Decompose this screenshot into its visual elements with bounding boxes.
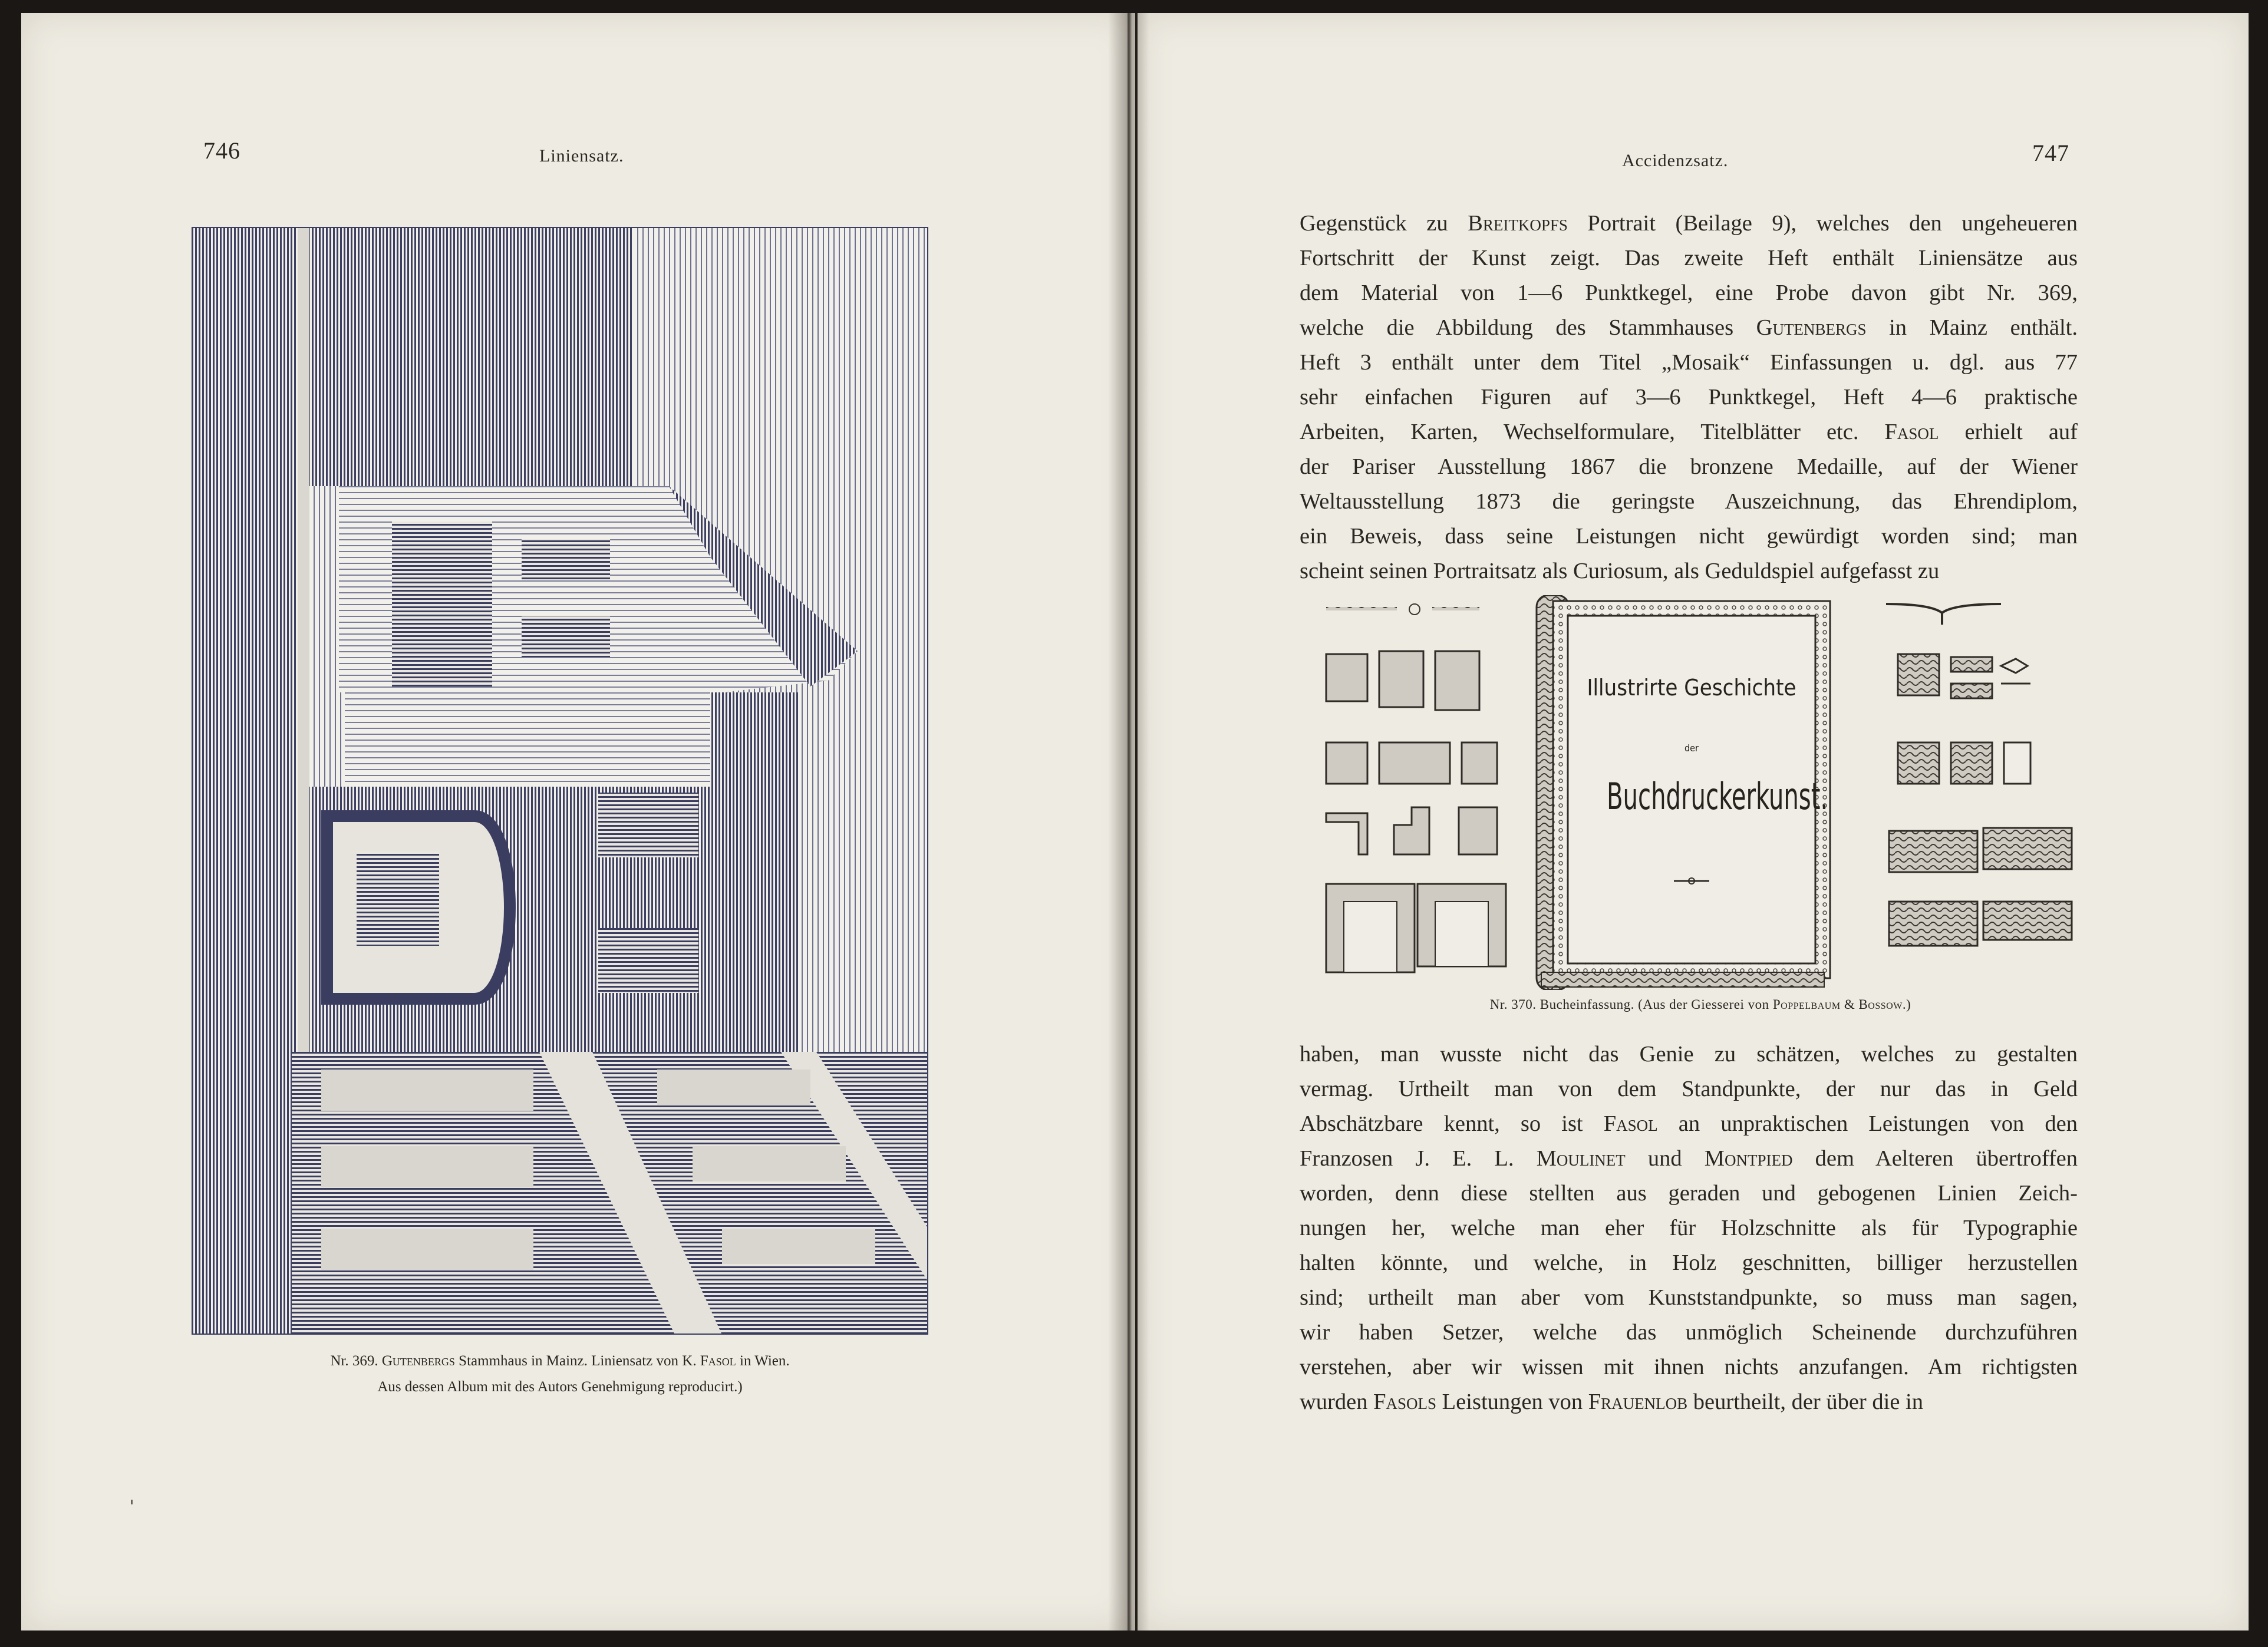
text-line <box>1300 1280 2078 1315</box>
text-run: der Pariser Ausstellung 1867 die bronzene Medaille, auf der Wiener <box>1300 454 2078 479</box>
small-caps-name: Breitkopfs <box>1468 211 1568 236</box>
paragraph-2 <box>1300 1037 2078 1420</box>
text-line <box>1300 1037 2078 1072</box>
text-line <box>1300 345 2078 380</box>
right-folio: 747 <box>2032 140 2069 166</box>
text-run: Gegenstück zu <box>1300 211 1468 236</box>
caption-name-bossow: Bossow <box>1858 997 1903 1012</box>
text-line <box>1300 554 2078 589</box>
text-run: dem Aelteren übertroffen <box>1792 1146 2078 1171</box>
text-run: worden, denn diese stellten aus geraden und gebogenen Linien Zeich- <box>1300 1181 2078 1206</box>
figure-370-caption <box>1317 997 2084 1012</box>
text-line <box>1300 519 2078 554</box>
caption-text: in Wien. <box>736 1353 790 1369</box>
text-line <box>1300 1211 2078 1246</box>
text-run: welche die Abbildung des Stammhauses <box>1300 315 1756 340</box>
text-run: Arbeiten, Karten, Wechselformulare, Titelblätter etc. <box>1300 420 1885 444</box>
text-run: wir haben Setzer, welche das unmöglich Scheinende durchzuführen <box>1300 1320 2078 1345</box>
text-run: scheint seinen Portraitsatz als Curiosum, als Geduldspiel aufgefasst zu <box>1300 559 1940 583</box>
text-line <box>1300 1246 2078 1280</box>
text-run: erhielt auf <box>1939 420 2078 444</box>
caption-text: Nr. 370. Bucheinfassung. (Aus der Giesserei von <box>1489 997 1773 1012</box>
text-line <box>1300 484 2078 519</box>
text-run: verstehen, aber wir wissen mit ihnen nichts anzufangen. Am richtigsten <box>1300 1355 2078 1379</box>
small-caps-name: Fasol <box>1884 420 1939 444</box>
paper-speck <box>131 1500 133 1504</box>
text-line <box>1300 1385 2078 1420</box>
text-line <box>1300 276 2078 311</box>
text-line <box>1300 1350 2078 1385</box>
small-caps-name: Frauenlob <box>1588 1389 1688 1414</box>
text-run: Abschätzbare kennt, so ist <box>1300 1111 1604 1136</box>
text-line <box>1300 415 2078 450</box>
caption-text: Nr. 369. <box>330 1353 382 1369</box>
text-run: halten könnte, und welche, in Holz geschnitten, billiger herzustellen <box>1300 1250 2078 1275</box>
text-line <box>1300 1107 2078 1141</box>
text-run: ein Beweis, dass seine Leistungen nicht gewürdigt worden sind; man <box>1300 524 2078 549</box>
text-run: an unpraktischen Leistungen von den <box>1657 1111 2078 1136</box>
small-caps-name: Gutenbergs <box>1756 315 1867 340</box>
caption-name-poppelbaum: Poppelbaum <box>1772 997 1841 1012</box>
text-run: dem Material von 1—6 Punktkegel, eine Probe davon gibt Nr. 369, <box>1300 280 2078 305</box>
text-line <box>1300 380 2078 415</box>
text-line <box>1300 206 2078 241</box>
text-run: Heft 3 enthält unter dem Titel „Mosaik“ Einfassungen u. dgl. aus 77 <box>1300 350 2078 375</box>
caption-text: & <box>1840 997 1859 1012</box>
figure-369-caption-line1 <box>177 1348 943 1374</box>
text-run: Fortschritt der Kunst zeigt. Das zweite Heft enthält Liniensätze aus <box>1300 246 2078 270</box>
caption-name-fasol: Fasol <box>700 1353 736 1369</box>
text-line <box>1300 311 2078 345</box>
text-run: haben, man wusste nicht das Genie zu schätzen, welches zu gestalten <box>1300 1042 2078 1067</box>
text-run: nungen her, welche man eher für Holzschnitte als für Typographie <box>1300 1216 2078 1240</box>
text-run: beurtheilt, der über die in <box>1687 1389 1923 1414</box>
text-run: in Mainz enthält. <box>1866 315 2078 340</box>
small-caps-name: Fasol <box>1603 1111 1658 1136</box>
text-line <box>1300 450 2078 484</box>
book-title-line2: der <box>1684 742 1699 754</box>
text-run: Leistungen von <box>1436 1389 1588 1414</box>
figure-370-book-border <box>1317 595 2084 990</box>
book-title-line1: Illustrirte Geschichte <box>1587 675 1796 701</box>
left-running-head: Liniensatz. <box>539 146 624 166</box>
text-run: Weltausstellung 1873 die geringste Auszeichnung, das Ehrendiplom, <box>1300 489 2078 514</box>
text-run: sind; urtheilt man aber vom Kunststandpunkte, so muss man sagen, <box>1300 1285 2078 1310</box>
book-title-line3: Buchdruckerkunst. <box>1607 775 1828 818</box>
text-run: und <box>1625 1146 1705 1171</box>
text-line <box>1300 1072 2078 1107</box>
figure-369-caption-line2: Aus dessen Album mit des Autors Genehmigung reproducirt.) <box>377 1379 743 1395</box>
paragraph-1 <box>1300 206 2078 589</box>
text-line <box>1300 241 2078 276</box>
text-run: sehr einfachen Figuren auf 3—6 Punktkegel, Heft 4—6 praktische <box>1300 385 2078 410</box>
small-caps-name: Montpied <box>1704 1146 1793 1171</box>
text-run: vermag. Urtheilt man von dem Standpunkte, der nur das in Geld <box>1300 1077 2078 1101</box>
text-line <box>1300 1141 2078 1176</box>
left-folio: 746 <box>203 137 240 164</box>
small-caps-name: Fasols <box>1373 1389 1437 1414</box>
caption-name-gutenberg: Gutenbergs <box>381 1353 455 1369</box>
caption-text: .) <box>1902 997 1911 1012</box>
caption-text: Stammhaus in Mainz. Liniensatz von K. <box>454 1353 700 1369</box>
text-line <box>1300 1176 2078 1211</box>
right-running-head: Accidenzsatz. <box>1622 151 1729 170</box>
illustration-gutenberg-house <box>192 227 928 1335</box>
text-run: wurden <box>1300 1389 1374 1414</box>
small-caps-name: Moulinet <box>1536 1146 1626 1171</box>
text-run: Portrait (Beilage 9), welches den ungeheueren <box>1567 211 2078 236</box>
figure-369-caption <box>177 1348 943 1400</box>
text-run: Franzosen J. E. L. <box>1300 1146 1537 1171</box>
text-line <box>1300 1315 2078 1350</box>
